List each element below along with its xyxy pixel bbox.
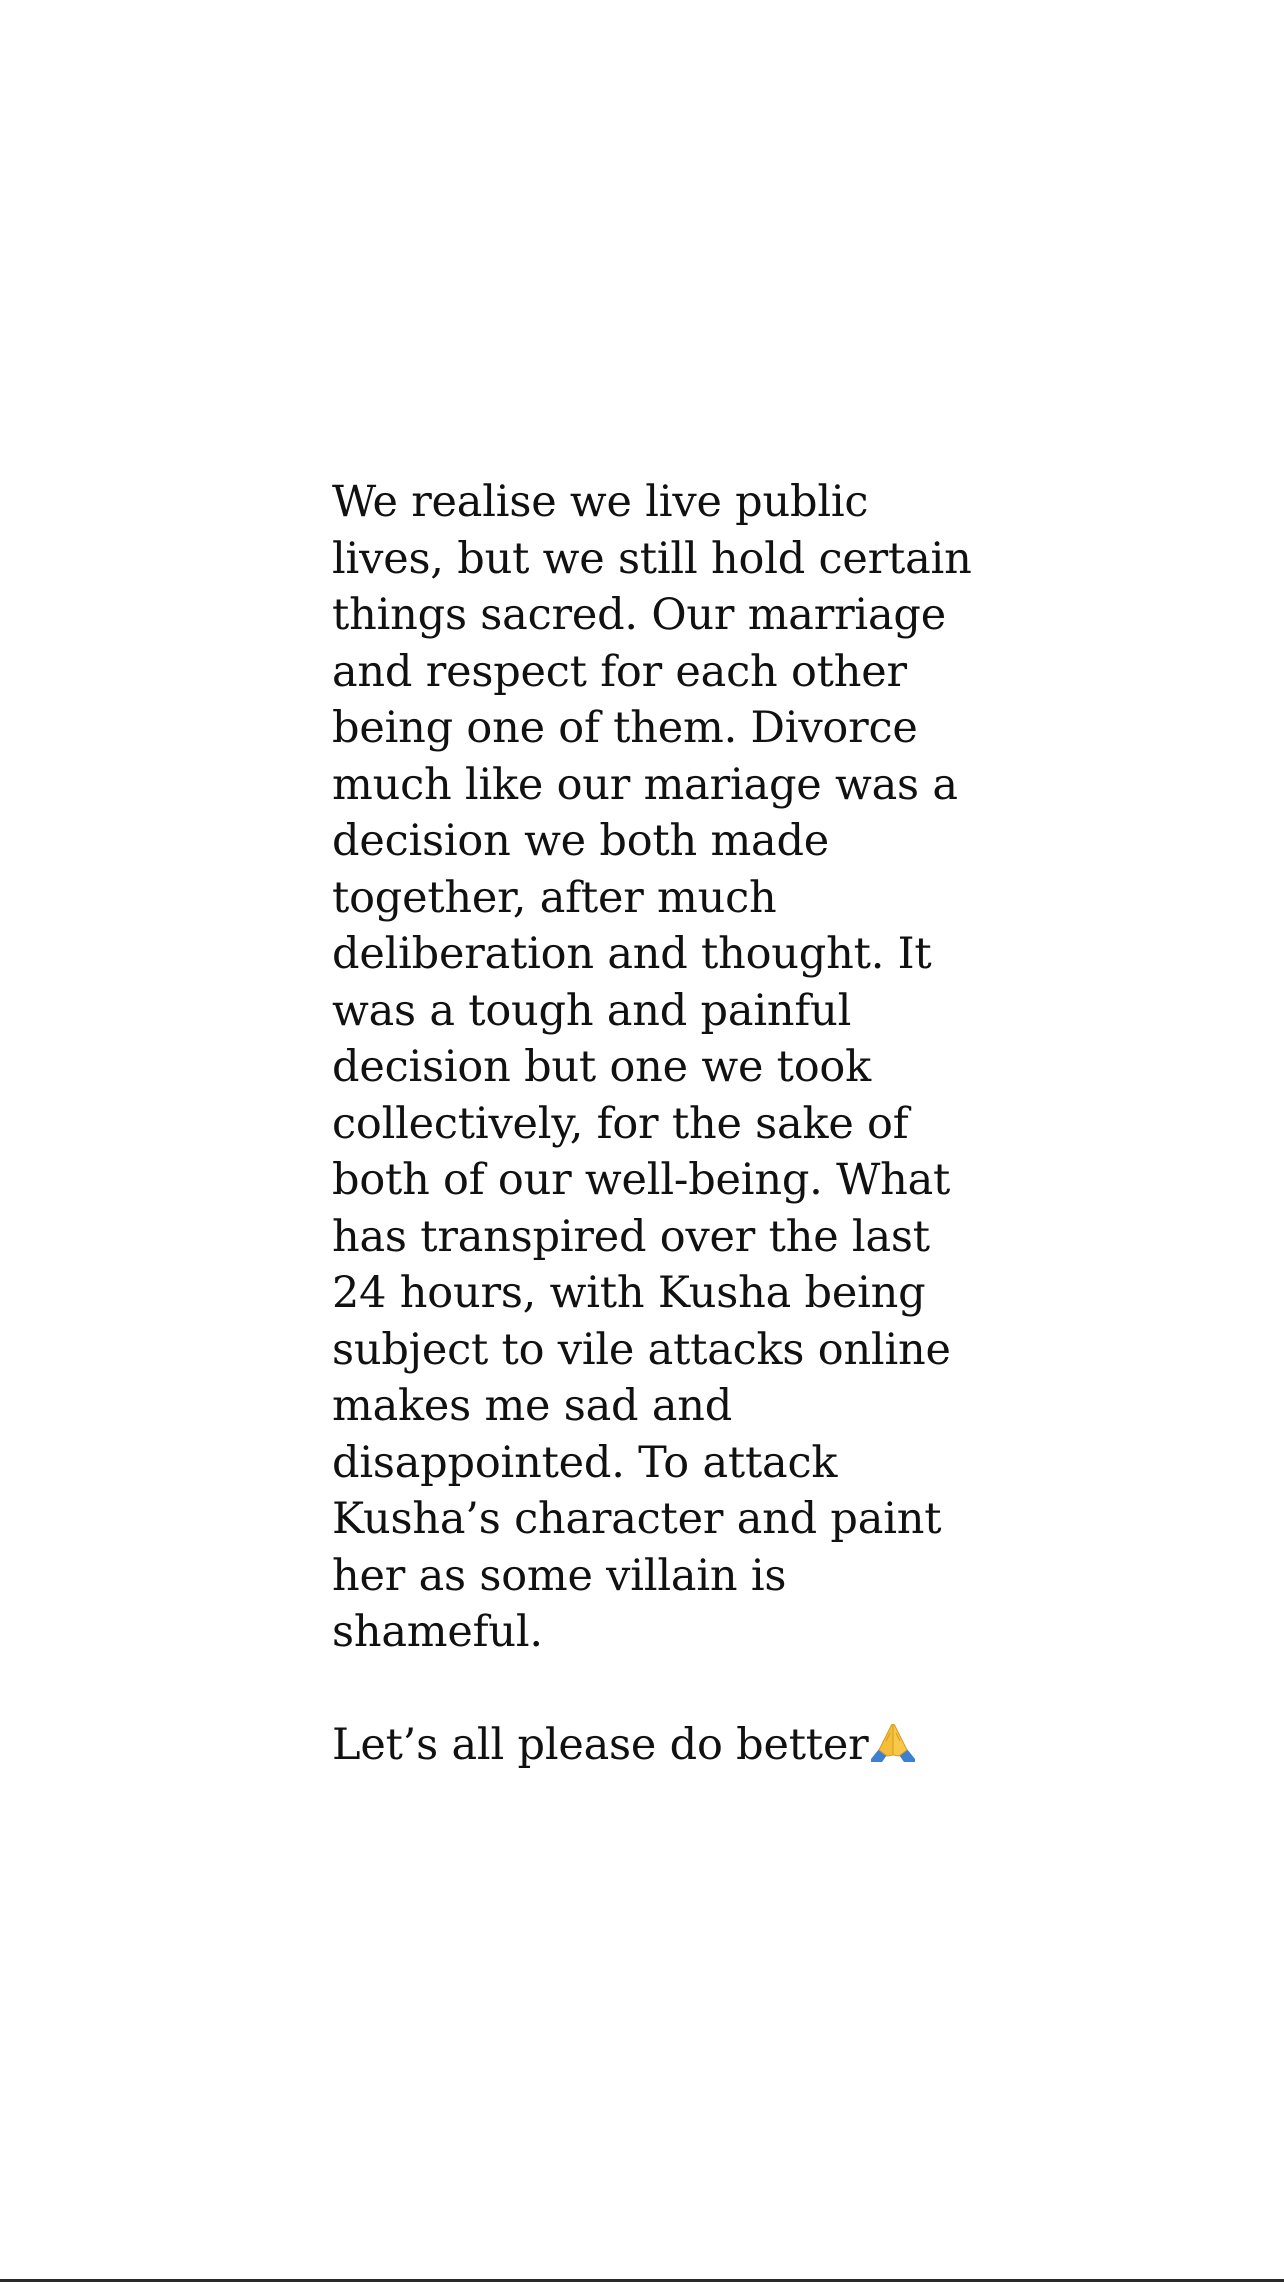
statement-line: subject to vile attacks online <box>332 1324 951 1375</box>
statement-line: together, after much <box>332 872 777 923</box>
statement-line: things sacred. Our marriage <box>332 590 946 640</box>
statement-line: makes me sad and <box>332 1381 733 1431</box>
statement-line: her as some villain is <box>332 1550 787 1601</box>
statement-line: and respect for each other <box>332 646 907 697</box>
statement-line: both of our well-being. What <box>332 1155 951 1205</box>
statement-line: collectively, for the sake of <box>332 1098 909 1149</box>
statement-line: has transpired over the last <box>332 1211 930 1262</box>
statement-line: being one of them. Divorce <box>332 703 918 753</box>
statement-line: Kusha’s character and paint <box>332 1494 942 1544</box>
closing-text: Let’s all please do better <box>332 1720 869 1770</box>
statement-text <box>332 474 972 1774</box>
statement-line: was a tough and painful <box>332 985 852 1036</box>
statement-line: shameful. <box>332 1607 543 1657</box>
statement-line: decision but one we took <box>332 1042 871 1092</box>
closing-line <box>332 1717 972 1774</box>
statement-line: much like our mariage was a <box>332 759 958 810</box>
folded-hands-icon <box>868 1719 918 1763</box>
statement-line: disappointed. To attack <box>332 1437 838 1488</box>
statement-line: decision we both made <box>332 816 830 866</box>
statement-line: deliberation and thought. It <box>332 929 932 979</box>
statement-line: We realise we live public <box>332 477 869 527</box>
statement-line: lives, but we still hold certain <box>332 533 972 584</box>
paragraph-gap <box>332 1661 972 1718</box>
statement-line: 24 hours, with Kusha being <box>332 1268 926 1318</box>
